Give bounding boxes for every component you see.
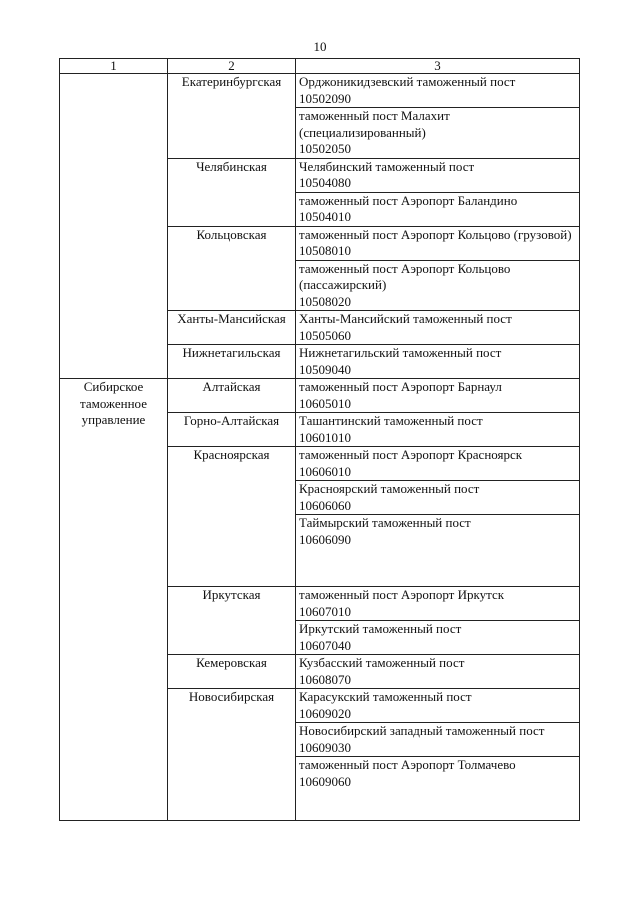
post-name: таможенный пост Аэропорт Красноярск — [299, 447, 523, 462]
post-code: 10609030 — [299, 739, 351, 755]
page-number: 10 — [313, 39, 327, 54]
post-cell — [296, 260, 580, 311]
directorate-cell — [60, 379, 168, 821]
column-header-1: 1 — [60, 59, 168, 74]
post-name: Челябинский таможенный пост — [299, 158, 475, 174]
post-cell — [296, 587, 580, 621]
post-cell — [296, 689, 580, 723]
table-body — [60, 74, 580, 821]
post-cell — [296, 158, 580, 192]
post-name: Таймырский таможенный пост — [299, 515, 471, 530]
post-name: таможенный пост Аэропорт Баландино — [299, 192, 518, 208]
post-cell — [296, 74, 580, 108]
post-code: 10606060 — [299, 497, 351, 513]
post-code: 10607010 — [299, 603, 351, 619]
post-name: Орджоникидзевский таможенный пост — [299, 74, 516, 89]
post-cell — [296, 379, 580, 413]
post-cell — [296, 311, 580, 345]
post-code: 10508020 — [299, 293, 351, 309]
post-cell — [296, 481, 580, 515]
post-code: 10508010 — [299, 243, 351, 258]
post-cell — [296, 345, 580, 379]
department-name: Кемеровская — [196, 655, 267, 670]
post-code: 10609020 — [299, 705, 351, 721]
post-name: Ханты-Мансийский таможенный пост — [299, 311, 512, 326]
department-cell — [168, 379, 296, 413]
post-code: 10509040 — [299, 361, 351, 377]
post-code: 10502090 — [299, 90, 351, 106]
table-row — [60, 74, 580, 108]
post-code: 10608070 — [299, 671, 351, 687]
post-name: Карасукский таможенный пост — [299, 689, 472, 704]
post-cell — [296, 655, 580, 689]
department-name: Горно-Алтайская — [183, 413, 280, 428]
table-row — [60, 379, 580, 413]
department-cell — [168, 655, 296, 689]
post-cell — [296, 447, 580, 481]
post-cell — [296, 108, 580, 159]
post-cell — [296, 515, 580, 587]
department-name: Екатеринбургская — [181, 74, 282, 89]
department-cell — [168, 158, 296, 226]
post-name: таможенный пост Малахит (специализированный) — [299, 108, 450, 140]
post-code: 10504080 — [299, 175, 351, 190]
department-name: Кольцовская — [196, 226, 267, 242]
post-name: таможенный пост Аэропорт Толмачево — [299, 757, 516, 772]
department-cell — [168, 345, 296, 379]
post-code: 10504010 — [299, 209, 351, 224]
post-name: Красноярский таможенный пост — [299, 481, 480, 496]
post-name: таможенный пост Аэропорт Кольцово (грузовой) — [299, 226, 572, 242]
department-name: Новосибирская — [188, 689, 275, 704]
department-cell — [168, 587, 296, 655]
post-name: Новосибирский западный таможенный пост — [299, 723, 545, 738]
department-cell — [168, 226, 296, 311]
post-cell — [296, 723, 580, 757]
department-cell — [168, 74, 296, 159]
header-row — [60, 59, 580, 74]
department-name: Красноярская — [193, 447, 270, 462]
post-code: 10609060 — [299, 773, 351, 789]
post-cell — [296, 413, 580, 447]
customs-table — [59, 58, 580, 821]
post-cell — [296, 226, 580, 260]
department-name: Челябинская — [196, 158, 267, 174]
department-cell — [168, 447, 296, 587]
directorate-cell — [60, 74, 168, 379]
post-name: таможенный пост Аэропорт Кольцово (пассажирский) — [299, 260, 511, 292]
post-name: Ташантинский таможенный пост — [299, 413, 483, 428]
post-code: 10606010 — [299, 463, 351, 479]
post-code: 10601010 — [299, 429, 351, 445]
post-cell — [296, 621, 580, 655]
post-cell — [296, 757, 580, 821]
department-cell — [168, 413, 296, 447]
department-name: Ханты-Мансийская — [177, 311, 286, 326]
column-header-2: 2 — [168, 59, 296, 74]
post-code: 10605010 — [299, 395, 351, 411]
post-code: 10607040 — [299, 637, 351, 653]
department-name: Иркутская — [202, 587, 261, 602]
post-code: 10505060 — [299, 327, 351, 343]
department-cell — [168, 689, 296, 821]
post-name: Кузбасский таможенный пост — [299, 655, 465, 670]
post-name: таможенный пост Аэропорт Иркутск — [299, 587, 505, 602]
department-name: Нижнетагильская — [182, 345, 281, 360]
post-code: 10502050 — [299, 141, 351, 156]
post-cell — [296, 192, 580, 226]
directorate-name: Сибирское таможенное управление — [80, 379, 147, 427]
post-name: таможенный пост Аэропорт Барнаул — [299, 379, 502, 394]
department-name: Алтайская — [202, 379, 261, 394]
department-cell — [168, 311, 296, 345]
column-header-3: 3 — [296, 59, 580, 74]
post-name: Нижнетагильский таможенный пост — [299, 345, 502, 360]
post-code: 10606090 — [299, 531, 351, 547]
post-name: Иркутский таможенный пост — [299, 621, 462, 636]
